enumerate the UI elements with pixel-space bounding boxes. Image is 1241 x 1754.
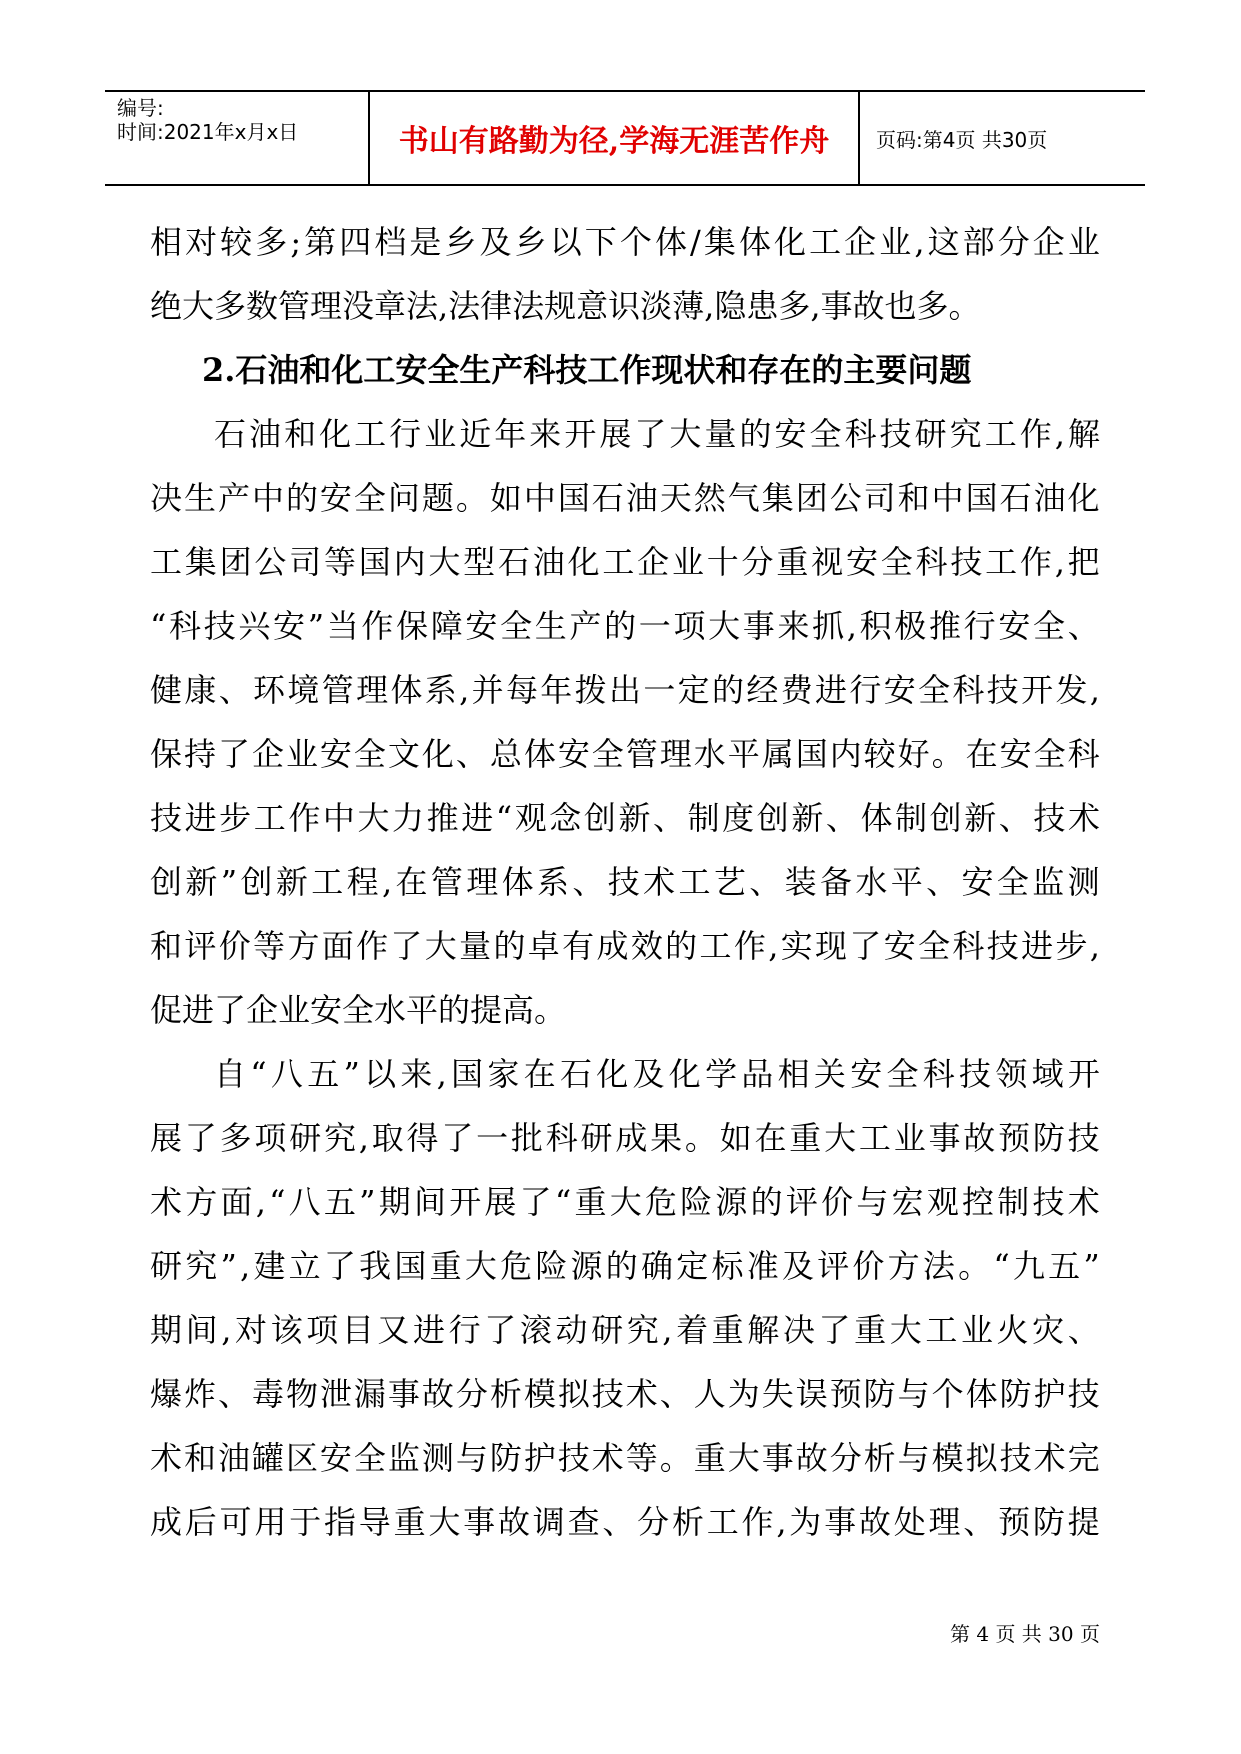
page-header [105, 90, 1145, 186]
text-line: 研 究 ” , 建 立 了 我 国 重 大 危 险 源 的 确 定 标 准 及 评 价 方 法 。 “ 九 五 ” [150, 1247, 1100, 1285]
header-page-label: 页码:第4页 共30页 [876, 127, 1048, 152]
section-heading: 2.石油和化工安全生产科技工作现状和存在的主要问题 [202, 351, 972, 389]
text-line: 创 新 ” 创 新 工 程 , 在 管 理 体 系 、 技 术 工 艺 、 装 备 水 平 、 安 全 监 测 [150, 863, 1100, 901]
header-meta [105, 92, 370, 184]
text-line: 保 持 了 企 业 安 全 文 化 、 总 体 安 全 管 理 水 平 属 国 内 较 好 。 在 安 全 科 [150, 735, 1100, 773]
text-line: 促进了企业安全水平的提高。 [150, 991, 567, 1029]
page-footer: 第 4 页 共 30 页 [950, 1622, 1100, 1646]
text-line: 决 生 产 中 的 安 全 问 题 。 如 中 国 石 油 天 然 气 集 团 公 司 和 中 国 石 油 化 [150, 479, 1100, 517]
text-line: 术 和 油 罐 区 安 全 监 测 与 防 护 技 术 等 。 重 大 事 故 分 析 与 模 拟 技 术 完 [150, 1439, 1100, 1477]
text-line: 成 后 可 用 于 指 导 重 大 事 故 调 查 、 分 析 工 作 , 为 事 故 处 理 、 预 防 提 [150, 1503, 1100, 1541]
text-line: 术 方 面 , “ 八 五 ” 期 间 开 展 了 “ 重 大 危 险 源 的 评 价 与 宏 观 控 制 技 术 [150, 1183, 1100, 1221]
text-line: 石 油 和 化 工 行 业 近 年 来 开 展 了 大 量 的 安 全 科 技 研 究 工 作 , 解 [214, 415, 1100, 453]
text-line: 爆 炸 、 毒 物 泄 漏 事 故 分 析 模 拟 技 术 、 人 为 失 误 预 防 与 个 体 防 护 技 [150, 1375, 1100, 1413]
document-body [150, 210, 1100, 1554]
document-time-label: 时间:2021年x月x日 [117, 120, 299, 144]
text-line: 绝大多数管理没章法,法律法规意识淡薄,隐患多,事故也多。 [150, 287, 981, 325]
header-motto: 书山有路勤为径,学海无涯苦作舟 [370, 92, 860, 184]
text-line: 自 “ 八 五 ” 以 来 , 国 家 在 石 化 及 化 学 品 相 关 安 全 科 技 领 域 开 [214, 1055, 1100, 1093]
text-line: 期 间 , 对 该 项 目 又 进 行 了 滚 动 研 究 , 着 重 解 决 了 重 大 工 业 火 灾 、 [150, 1311, 1100, 1349]
text-line: 技 进 步 工 作 中 大 力 推 进 “ 观 念 创 新 、 制 度 创 新 、 体 制 创 新 、 技 术 [150, 799, 1100, 837]
text-line: 工 集 团 公 司 等 国 内 大 型 石 油 化 工 企 业 十 分 重 视 安 全 科 技 工 作 , 把 [150, 543, 1100, 581]
text-line: 相 对 较 多 ; 第 四 档 是 乡 及 乡 以 下 个 体 / 集 体 化 工 企 业 , 这 部 分 企 业 [150, 223, 1100, 261]
text-line: 健 康 、 环 境 管 理 体 系 , 并 每 年 拨 出 一 定 的 经 费 进 行 安 全 科 技 开 发 , [150, 671, 1100, 709]
document-number-label: 编号: [117, 96, 164, 120]
text-line: “ 科 技 兴 安 ” 当 作 保 障 安 全 生 产 的 一 项 大 事 来 抓 , 积 极 推 行 安 全 、 [150, 607, 1100, 645]
text-line: 和 评 价 等 方 面 作 了 大 量 的 卓 有 成 效 的 工 作 , 实 现 了 安 全 科 技 进 步 , [150, 927, 1100, 965]
text-line: 展 了 多 项 研 究 , 取 得 了 一 批 科 研 成 果 。 如 在 重 大 工 业 事 故 预 防 技 [150, 1119, 1100, 1157]
